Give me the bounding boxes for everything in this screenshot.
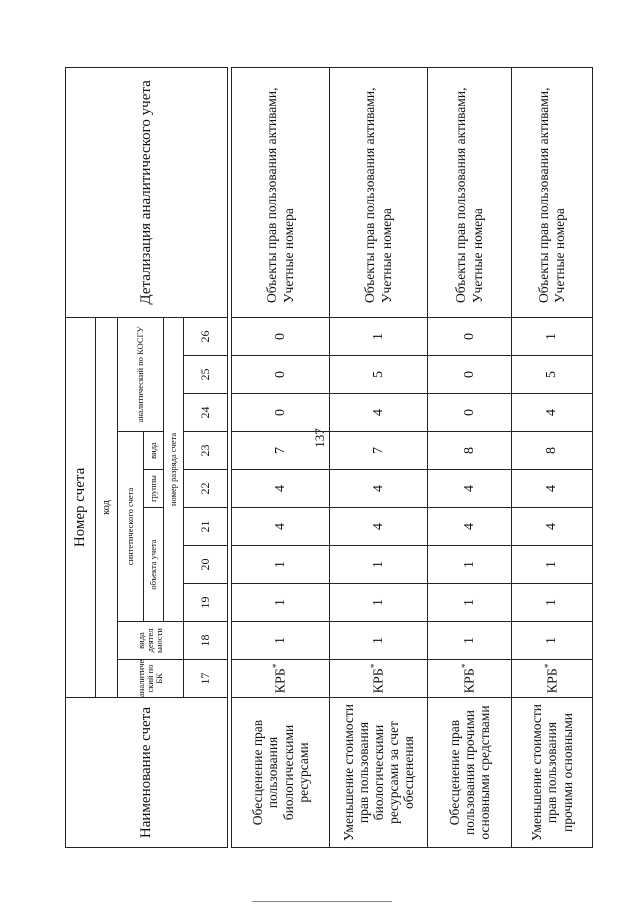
digit-value-cell: 1 xyxy=(232,546,330,584)
digit-value-cell: 1 xyxy=(232,584,330,622)
detail-cell: Объекты прав пользования активами, Учетные номера xyxy=(512,68,593,318)
digit-value-cell: 0 xyxy=(428,356,512,394)
bk-code: КРБ xyxy=(273,668,289,694)
digit-number-cell: 22 xyxy=(184,470,228,508)
digit-value-cell: 4 xyxy=(232,508,330,546)
header-group: группы xyxy=(144,470,164,508)
digit-value-cell: 4 xyxy=(232,470,330,508)
detail-cell: Объекты прав пользования активами, Учетные номера xyxy=(428,68,512,318)
digit-number-cell: 18 xyxy=(184,622,228,660)
table-row xyxy=(232,68,330,848)
header-analytic-bk: аналитиче ский по БК xyxy=(118,660,184,698)
digit-value-cell: 0 xyxy=(428,394,512,432)
digit-number-cell: 25 xyxy=(184,356,228,394)
digit-value-cell: 8 xyxy=(428,432,512,470)
digit-value-cell: 5 xyxy=(330,356,428,394)
digit-value-cell: 0 xyxy=(232,394,330,432)
account-name-cell: Обесценение прав пользования биологическими ресурсами xyxy=(232,698,330,848)
header-table xyxy=(65,67,228,848)
digit-value-cell: 4 xyxy=(428,508,512,546)
digit-value-cell: 4 xyxy=(330,394,428,432)
digit-number-cell: 19 xyxy=(184,584,228,622)
digit-value-cell: 4 xyxy=(512,394,593,432)
footnote-mark: * xyxy=(460,663,471,669)
digit-value-cell: 8 xyxy=(512,432,593,470)
header-activity-type: вида деятел ьности xyxy=(118,622,184,660)
digit-value-cell: 1 xyxy=(512,546,593,584)
header-digit-number: номер разряда счета xyxy=(164,317,184,621)
account-name-cell: Обесценение прав пользования прочими основными средствами xyxy=(428,698,512,848)
bk-code: КРБ xyxy=(545,668,561,694)
digit-number-cell: 21 xyxy=(184,508,228,546)
analytic-bk-cell xyxy=(428,660,512,698)
digit-value-cell: 1 xyxy=(330,584,428,622)
digit-value-cell: 1 xyxy=(512,622,593,660)
header-code: код xyxy=(96,317,118,697)
analytic-bk-cell xyxy=(232,660,330,698)
header-account-name: Наименование счета xyxy=(66,698,228,848)
header-account-number: Номер счета xyxy=(66,317,96,697)
digit-value-cell: 5 xyxy=(512,356,593,394)
digit-number-cell: 24 xyxy=(184,394,228,432)
digit-value-cell: 1 xyxy=(428,622,512,660)
analytic-bk-cell xyxy=(330,660,428,698)
digit-value-cell: 0 xyxy=(428,318,512,356)
digit-value-cell: 1 xyxy=(330,622,428,660)
detail-cell: Объекты прав пользования активами, Учетные номера xyxy=(232,68,330,318)
rows-table xyxy=(231,67,593,848)
analytic-bk-cell xyxy=(512,660,593,698)
header-synthetic: синтетического счета xyxy=(118,432,144,622)
digit-value-cell: 4 xyxy=(512,470,593,508)
bk-code: КРБ xyxy=(462,668,478,694)
digit-value-cell: 1 xyxy=(330,546,428,584)
digit-value-cell: 7 xyxy=(330,432,428,470)
table-rows xyxy=(231,68,592,848)
header-detail: Детализация аналитического учета xyxy=(66,67,228,317)
digit-value-cell: 4 xyxy=(428,470,512,508)
bk-code: КРБ xyxy=(371,668,387,694)
digit-value-cell: 1 xyxy=(330,318,428,356)
digit-number-cell: 23 xyxy=(184,432,228,470)
digit-value-cell: 4 xyxy=(512,508,593,546)
table-row xyxy=(428,68,512,848)
header-type: вида xyxy=(144,432,164,470)
footnote-mark: * xyxy=(542,663,553,669)
page-number: 137 xyxy=(312,428,327,448)
digit-value-cell: 1 xyxy=(512,318,593,356)
table-row xyxy=(330,68,428,848)
table-header-block xyxy=(65,68,229,848)
digit-number-cell: 20 xyxy=(184,546,228,584)
digit-value-cell: 1 xyxy=(428,546,512,584)
digit-value-cell: 1 xyxy=(232,622,330,660)
digit-value-cell: 1 xyxy=(512,584,593,622)
digit-value-cell: 4 xyxy=(330,508,428,546)
footnote-mark: * xyxy=(271,663,282,669)
table-row xyxy=(512,68,593,848)
digit-value-cell: 0 xyxy=(232,318,330,356)
digit-number-cell: 17 xyxy=(184,660,228,698)
digit-value-cell: 4 xyxy=(330,470,428,508)
digit-number-cell: 26 xyxy=(184,317,228,355)
account-name-cell: Уменьшение стоимости прав пользования биологическими ресурсами за счет обесценения xyxy=(330,698,428,848)
account-name-cell: Уменьшение стоимости прав пользования прочими основными xyxy=(512,698,593,848)
digit-value-cell: 7 xyxy=(232,432,330,470)
header-analytic-kosgu: аналитический по КОСГУ xyxy=(118,317,164,431)
bottom-rule xyxy=(252,901,392,902)
digit-value-cell: 0 xyxy=(232,356,330,394)
header-object: объекта учета xyxy=(144,508,164,622)
footnote-mark: * xyxy=(369,663,380,669)
detail-cell: Объекты прав пользования активами, Учетные номера xyxy=(330,68,428,318)
digit-value-cell: 1 xyxy=(428,584,512,622)
